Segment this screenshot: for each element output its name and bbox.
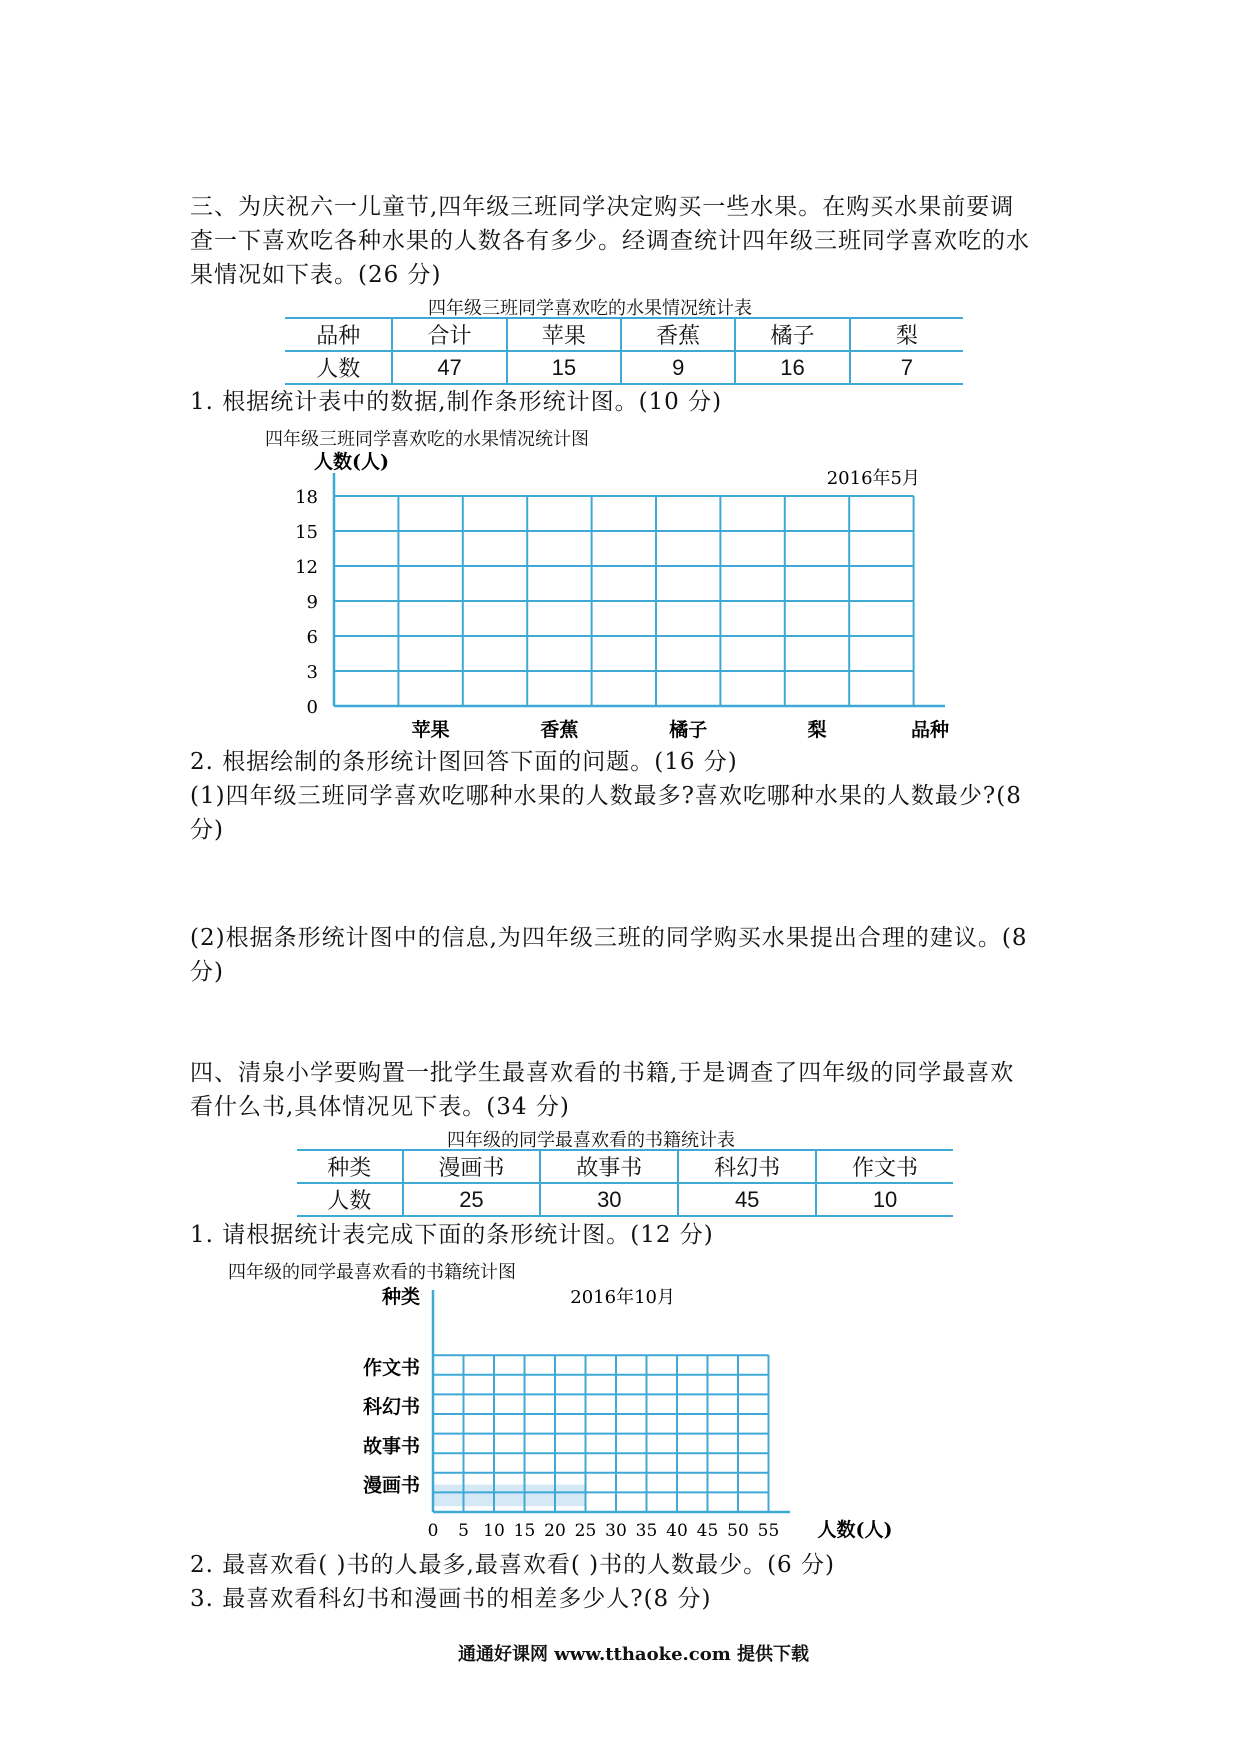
- y-tick-label: 6: [306, 627, 318, 648]
- fruit-table-header-cell: 合计: [392, 318, 506, 351]
- section3-question2-2-line1: (2)根据条形统计图中的信息,为四年级三班的同学购买水果提出合理的建议。(8: [190, 925, 1028, 951]
- x-tick-label: 5: [458, 1521, 469, 1541]
- fruit-table-header-cell: 梨: [850, 318, 963, 351]
- x-tick-label: 35: [635, 1521, 658, 1541]
- y-tick-label: 18: [295, 487, 318, 508]
- section3-line3: 果情况如下表。(26 分): [190, 262, 442, 288]
- book-table-header-cell: 漫画书: [403, 1150, 541, 1183]
- x-tick-label: 40: [666, 1521, 688, 1541]
- section3-line2: 查一下喜欢吃各种水果的人数各有多少。经调查统计四年级三班同学喜欢吃的水: [190, 228, 1030, 254]
- section3-question2: 2. 根据绘制的条形统计图回答下面的问题。(16 分): [190, 749, 738, 775]
- book-table-value: 45: [678, 1183, 816, 1216]
- y-axis-label: 种类: [381, 1286, 420, 1308]
- x-category-label: 香蕉: [540, 719, 579, 741]
- x-category-label: 橘子: [669, 719, 708, 741]
- x-category-label: 梨: [807, 719, 827, 741]
- x-tick-label: 45: [696, 1521, 719, 1541]
- bar: [433, 1485, 586, 1507]
- section3-question2-1-line2: 分): [190, 817, 224, 843]
- section4-line1: 四、清泉小学要购置一批学生最喜欢看的书籍,于是调查了四年级的同学最喜欢: [190, 1060, 1015, 1086]
- book-chart-title: 四年级的同学最喜欢看的书籍统计图: [228, 1262, 516, 1283]
- book-table-row-label: 人数: [297, 1183, 403, 1216]
- y-tick-label: 0: [306, 697, 318, 718]
- chart-date: 2016年5月: [826, 468, 920, 489]
- x-tick-label: 20: [544, 1521, 566, 1541]
- x-tick-label: 10: [483, 1521, 505, 1541]
- y-category-label: 作文书: [362, 1357, 420, 1379]
- y-tick-label: 15: [295, 522, 318, 543]
- fruit-table-value: 15: [507, 351, 621, 384]
- chart-date: 2016年10月: [570, 1287, 675, 1308]
- book-table-header-cell: 种类: [297, 1150, 403, 1183]
- footer-text: 通通好课网 www.tthaoke.com 提供下载: [458, 1644, 810, 1665]
- fruit-bar-chart: [290, 448, 970, 748]
- fruit-table-header-cell: 苹果: [507, 318, 621, 351]
- section3-line1: 三、为庆祝六一儿童节,四年级三班同学决定购买一些水果。在购买水果前要调: [190, 194, 1015, 220]
- section3-question1: 1. 根据统计表中的数据,制作条形统计图。(10 分): [190, 389, 723, 415]
- x-tick-label: 15: [513, 1521, 536, 1541]
- section4-question3: 3. 最喜欢看科幻书和漫画书的相差多少人?(8 分): [190, 1586, 712, 1612]
- x-tick-label: 30: [605, 1521, 627, 1541]
- fruit-table-value: 9: [621, 351, 735, 384]
- section4-question2: 2. 最喜欢看( )书的人最多,最喜欢看( )书的人数最少。(6 分): [190, 1552, 835, 1578]
- x-tick-label: 55: [757, 1521, 780, 1541]
- fruit-chart-title: 四年级三班同学喜欢吃的水果情况统计图: [265, 429, 589, 450]
- section3-question2-2-line2: 分): [190, 959, 224, 985]
- fruit-table-header-cell: 品种: [285, 318, 392, 351]
- x-tick-label: 0: [427, 1521, 439, 1541]
- book-table-header-cell: 作文书: [816, 1150, 953, 1183]
- fruit-table-header-cell: 香蕉: [621, 318, 735, 351]
- fruit-table-title: 四年级三班同学喜欢吃的水果情况统计表: [428, 298, 752, 319]
- y-tick-label: 9: [306, 592, 318, 613]
- fruit-table-row-label: 人数: [285, 351, 392, 384]
- section3-question2-1-line1: (1)四年级三班同学喜欢吃哪种水果的人数最多?喜欢吃哪种水果的人数最少?(8: [190, 783, 1022, 809]
- section4-question1: 1. 请根据统计表完成下面的条形统计图。(12 分): [190, 1222, 714, 1248]
- fruit-table-value: 47: [392, 351, 506, 384]
- x-axis-label: 品种: [910, 719, 950, 741]
- book-table-header-cell: 故事书: [540, 1150, 678, 1183]
- x-category-label: 苹果: [411, 719, 450, 741]
- fruit-table: [285, 317, 963, 385]
- fruit-table-value: 7: [850, 351, 963, 384]
- book-table-value: 30: [540, 1183, 678, 1216]
- book-table-value: 25: [403, 1183, 541, 1216]
- y-category-label: 漫画书: [362, 1474, 420, 1497]
- book-bar-chart: [350, 1286, 910, 1541]
- fruit-table-header-cell: 橘子: [735, 318, 849, 351]
- y-category-label: 故事书: [362, 1435, 420, 1458]
- book-table-title: 四年级的同学最喜欢看的书籍统计表: [447, 1130, 735, 1151]
- x-tick-label: 50: [727, 1521, 749, 1541]
- book-table: [297, 1149, 953, 1217]
- y-category-label: 科幻书: [362, 1396, 420, 1419]
- fruit-table-value: 16: [735, 351, 849, 384]
- y-tick-label: 12: [295, 557, 318, 578]
- y-tick-label: 3: [306, 662, 318, 683]
- x-tick-label: 25: [574, 1521, 597, 1541]
- y-axis-label: 人数(人): [314, 451, 389, 473]
- book-table-header-cell: 科幻书: [678, 1150, 816, 1183]
- book-table-value: 10: [816, 1183, 953, 1216]
- section4-line2: 看什么书,具体情况见下表。(34 分): [190, 1094, 570, 1120]
- x-axis-label: 人数(人): [817, 1519, 893, 1541]
